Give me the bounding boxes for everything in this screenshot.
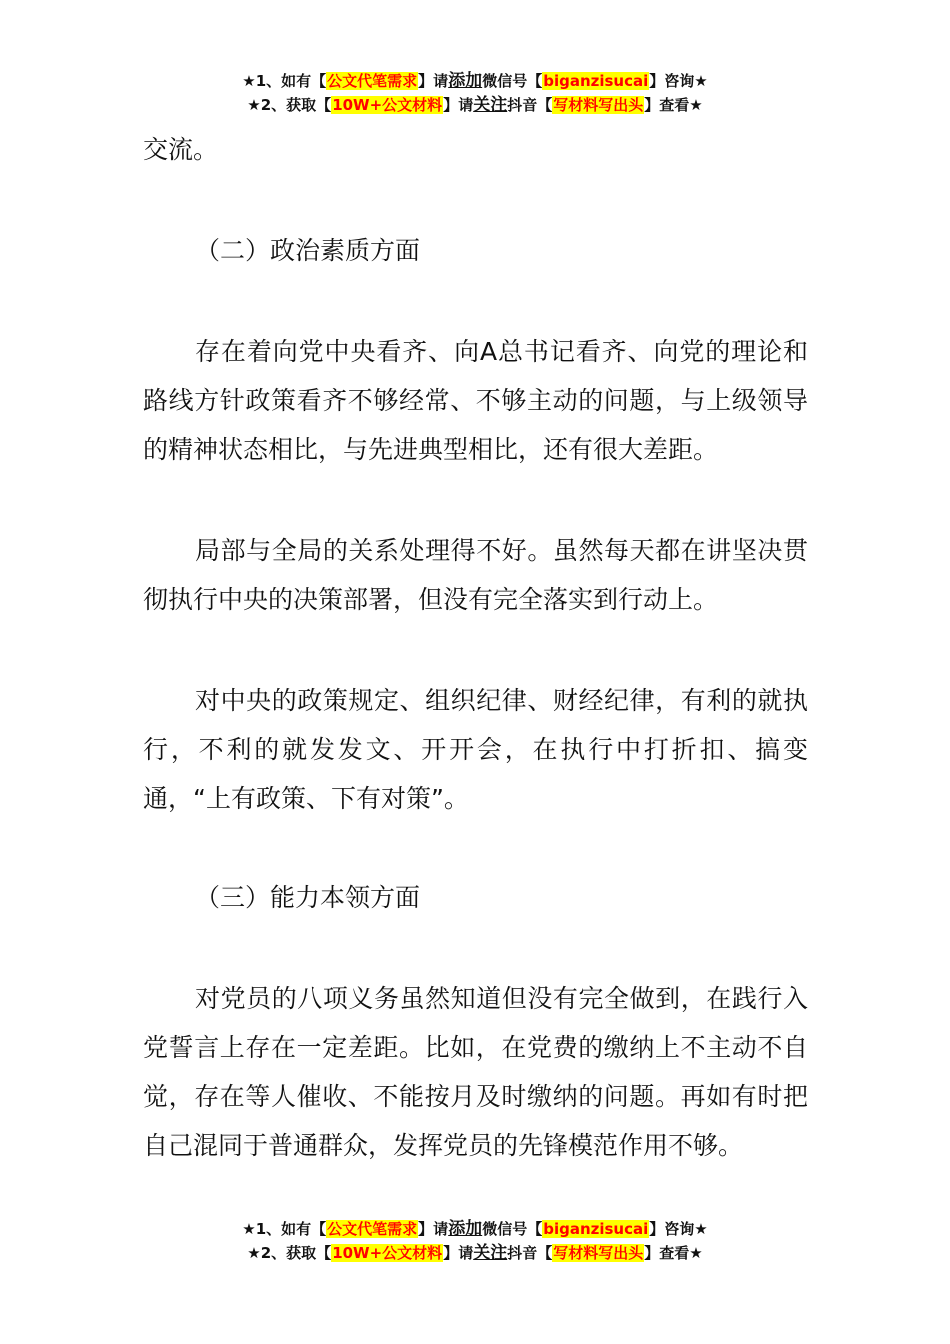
banner-text: 】请 — [418, 1220, 449, 1238]
banner-text: 】查看★ — [644, 1244, 703, 1262]
banner-line-1 — [0, 1217, 950, 1241]
underlined-follow: 关注 — [473, 1243, 508, 1263]
banner-text: 】咨询★ — [649, 72, 708, 90]
highlight-service: 公文代笔需求 — [327, 1220, 418, 1238]
banner-text: 抖音【 — [507, 96, 553, 114]
highlight-materials: 10W+公文材料 — [332, 1244, 443, 1262]
footer-banner — [0, 1217, 950, 1265]
header-banner — [0, 69, 950, 117]
banner-text: 】查看★ — [644, 96, 703, 114]
banner-text: 】请 — [418, 72, 449, 90]
underlined-add: 添加 — [448, 71, 483, 91]
paragraph: 对中央的政策规定、组织纪律、财经纪律，有利的就执行，不利的就发发文、开开会，在执行中打折扣、搞变通，“上有政策、下有对策”。 — [143, 686, 808, 813]
banner-line-2 — [0, 1241, 950, 1265]
highlight-douyin-account: 写材料写出头 — [553, 96, 644, 114]
paragraph: 存在着向党中央看齐、向A总书记看齐、向党的理论和路线方针政策看齐不够经常、不够主动的问题，与上级领导的精神状态相比，与先进典型相比，还有很大差距。 — [143, 337, 808, 464]
paragraph: 局部与全局的关系处理得不好。虽然每天都在讲坚决贯彻执行中央的决策部署，但没有完全落实到行动上。 — [143, 536, 808, 614]
banner-text: ★1、如有【 — [242, 72, 327, 90]
section-heading-political: （二）政治素质方面 — [195, 236, 421, 265]
banner-text: 抖音【 — [507, 1244, 553, 1262]
banner-text: 】咨询★ — [649, 1220, 708, 1238]
banner-line-2 — [0, 93, 950, 117]
banner-line-1 — [0, 69, 950, 93]
banner-text: 】请 — [443, 1244, 474, 1262]
banner-text: 微信号【 — [482, 1220, 543, 1238]
document-body — [143, 125, 808, 1170]
banner-text: 】请 — [443, 96, 474, 114]
underlined-follow: 关注 — [473, 95, 508, 115]
paragraph-continuation: 交流。 — [143, 135, 219, 164]
highlight-wechat-id: biganzisucai — [543, 1220, 649, 1238]
highlight-wechat-id: biganzisucai — [543, 72, 649, 90]
highlight-douyin-account: 写材料写出头 — [553, 1244, 644, 1262]
highlight-service: 公文代笔需求 — [327, 72, 418, 90]
banner-text: ★2、获取【 — [247, 96, 332, 114]
banner-text: 微信号【 — [482, 72, 543, 90]
banner-text: ★2、获取【 — [247, 1244, 332, 1262]
banner-text: ★1、如有【 — [242, 1220, 327, 1238]
underlined-add: 添加 — [448, 1219, 483, 1239]
highlight-materials: 10W+公文材料 — [332, 96, 443, 114]
paragraph: 对党员的八项义务虽然知道但没有完全做到，在践行入党誓言上存在一定差距。比如，在党费的缴纳上不主动不自觉，存在等人催收、不能按月及时缴纳的问题。再如有时把自己混同于普通群众，发挥党员的先锋模范作用不够。 — [143, 984, 808, 1160]
section-heading-ability: （三）能力本领方面 — [195, 883, 421, 912]
